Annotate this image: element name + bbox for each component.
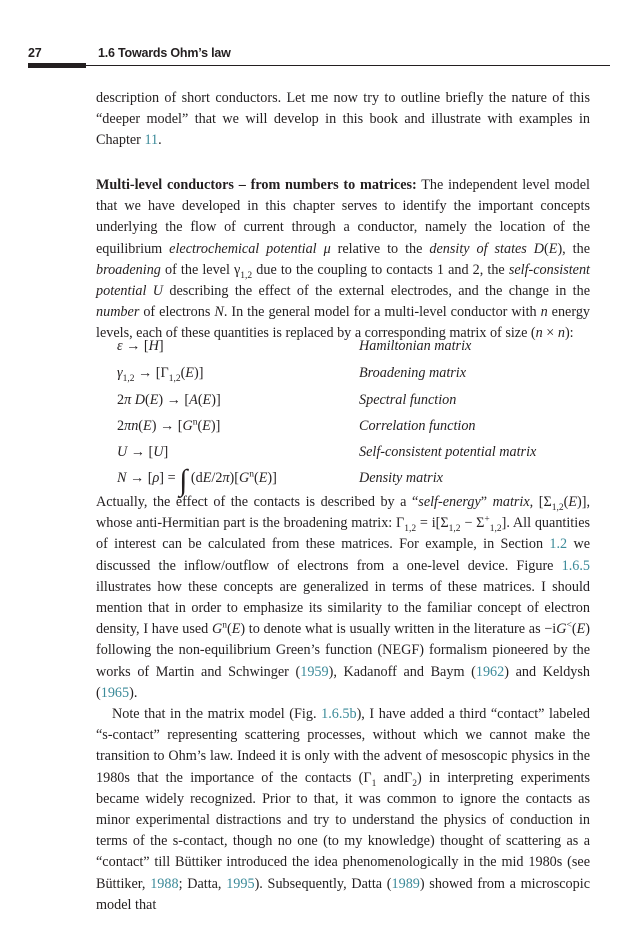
equation-label: Self-consistent potential matrix	[359, 444, 537, 460]
figure-link[interactable]: 1.6.5b	[321, 706, 357, 722]
chapter-link[interactable]: 11	[144, 132, 159, 149]
equation-potential	[117, 444, 587, 465]
citation-link[interactable]: 1959	[300, 663, 329, 680]
equation-lhs: ε → [H]	[117, 338, 164, 354]
equation-lhs: $2\pi n(E) \to [G^n(E)]$	[117, 417, 221, 434]
equation-label: Broadening matrix	[359, 365, 467, 381]
citation-link[interactable]: 1988	[150, 875, 179, 892]
equation-lhs: U → [U]	[117, 444, 169, 460]
running-header	[28, 46, 610, 70]
citation-link[interactable]: 1962	[475, 663, 505, 680]
equation-spectral	[117, 392, 587, 413]
equation-label: Hamiltonian matrix	[359, 338, 472, 354]
equation-correlation	[117, 418, 587, 439]
paragraph-3: Actually, the effect of the contacts is described by a “self-energy” matrix, $[\Sigma_{1,2}(E)]$, whose anti-Hermitian part is the broadening matrix: $\Gamma_{1,2} = i[\Sigma_{1,2} - \Sigma^+_{1,2}]$. All quantities of interest can be calculated from these matrices. For example, in Section 1.2 we discussed the inflow/outflow of electrons from a one-level device. Figure 1.6.5 illustrates how these concepts are generalized in terms of these matrices. I should mention that in order to emphasize its similarity to the familiar concept of electron density, I have used $G^n(E)$ to denote what is usually written in the literature as −iG<(E) following the non-equilibrium Green’s function (NEGF) formalism pioneered by the works of Martin and Schwinger (1959), Kadanoff and Baym (1962) and Keldysh (1965).	[96, 494, 591, 701]
header-rule	[28, 65, 610, 66]
equation-label: Spectral function	[359, 392, 457, 408]
equation-lhs: 2π D(E) → [A(E)]	[117, 392, 221, 408]
equation-density	[117, 464, 587, 497]
equation-label: Density matrix	[359, 470, 443, 486]
equation-lhs: $\gamma_{1,2} \to [\Gamma_{1,2}(E)]$	[117, 365, 204, 384]
equation-label: Correlation function	[359, 418, 476, 434]
paragraph-4: Note that in the matrix model (Fig. 1.6.5b), I have added a third “contact” labeled “s-contact” representing scattering processes, without which we cannot make the transition to Ohm’s law. Indeed it is only with the advent of mesoscopic physics in the 1980s that the importance of the contacts ($\Gamma_1$ andΓ$_2$) in interpreting experiments became widely recognized. Prior to that, it was common to ignore the contacts as minor experimental distractions and try to understand the physics of conduction in terms of the s-contact, though no one (to my knowledge) thought of scattering as a “contact” till Büttiker introduced the idea phenomenologically in the mid 1980s (see Büttiker, 1988; Datta, 1995). Subsequently, Datta (1989) showed from a microscopic model that	[96, 706, 590, 913]
citation-link[interactable]: 1995	[226, 875, 255, 892]
section-title: 1.6 Towards Ohm’s law	[98, 46, 231, 60]
equation-broadening	[117, 365, 587, 386]
equation-lhs: N → [ρ] = ∫ $(dE/2\pi)[G^n(E)]$	[117, 464, 277, 497]
page-number: 27	[28, 46, 42, 60]
citation-link[interactable]: 1989	[391, 875, 420, 892]
section-link[interactable]: 1.2	[549, 536, 568, 553]
equation-hamiltonian	[117, 338, 587, 359]
paragraph-2: Multi-level conductors – from numbers to matrices: The independent level model that we have developed in this chapter serves to identify the important concepts underlying the flow of current through a conductor, namely the location of the equilibrium electrochemical potential μ relative to the density of states D(E), the broadening of the level $\gamma_{1,2}$ due to the coupling to contacts 1 and 2, the self-consistent potential U describing the effect of the external electrodes, and the change in the number of electrons N. In the general model for a multi-level conductor with n energy levels, each of these quantities is replaced by a corresponding matrix of size (n × n):	[96, 177, 591, 342]
figure-link[interactable]: 1.6.5	[561, 557, 590, 574]
citation-link[interactable]: 1965	[100, 684, 130, 701]
paragraph-heading: Multi-level conductors – from numbers to matrices:	[96, 177, 417, 193]
paragraph-1: description of short conductors. Let me now try to outline briefly the nature of this “deeper model” that we will develop in this book and illustrate with examples in Chapter 11.	[96, 90, 590, 149]
